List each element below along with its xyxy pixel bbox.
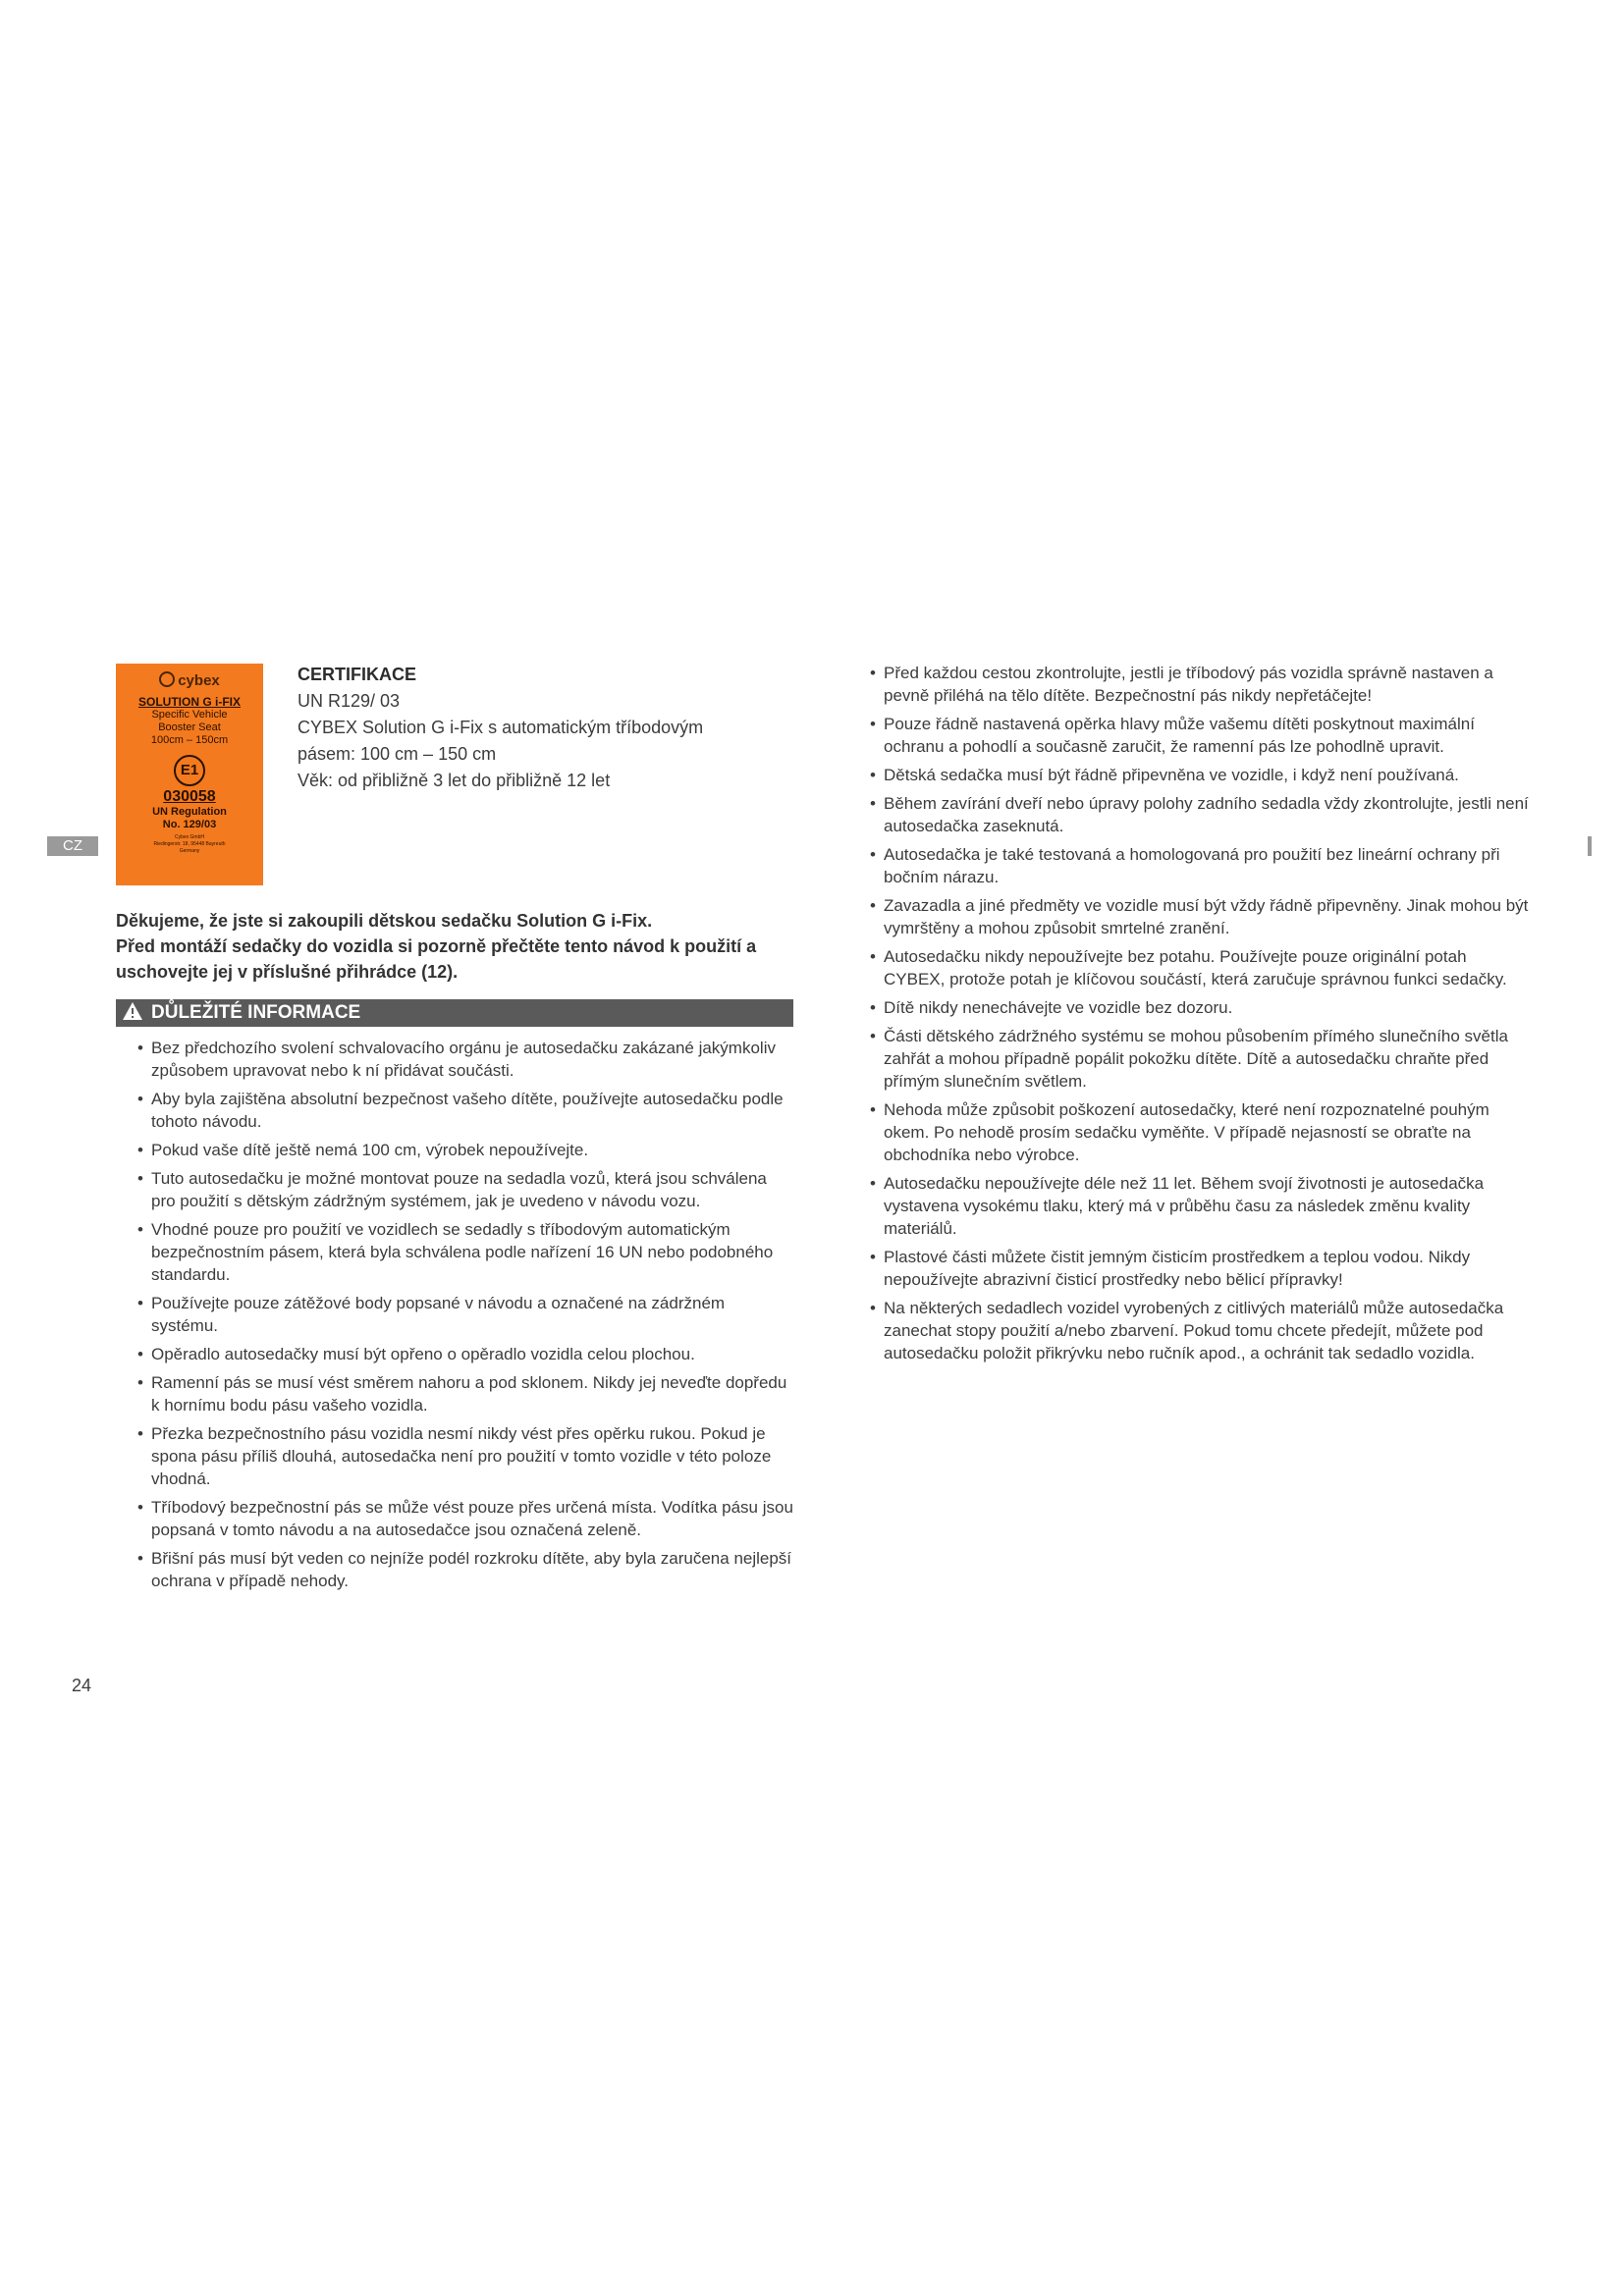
label-regulation: No. 129/03: [162, 819, 217, 830]
list-item: • Opěradlo autosedačky musí být opřeno o opěradlo vozidla celou plochou.: [132, 1343, 795, 1365]
cybex-logo-icon: [159, 671, 175, 687]
list-item: • Aby byla zajištěna absolutní bezpečnost vašeho dítěte, používejte autosedačku podle tohoto návodu.: [132, 1088, 795, 1133]
label-regulation: UN Regulation: [152, 806, 227, 818]
approval-label: [116, 664, 263, 885]
label-line: 100cm – 150cm: [150, 734, 229, 746]
certification-line: UN R129/ 03: [298, 691, 401, 711]
list-item: • Dětská sedačka musí být řádně připevněna ve vozidle, i když není používaná.: [864, 764, 1532, 786]
list-item: • Během zavírání dveří nebo úpravy polohy zadního sedadla vždy zkontrolujte, jestli není autosedačka zaseknutá.: [864, 792, 1532, 837]
list-item: • Ramenní pás se musí vést směrem nahoru a pod sklonem. Nikdy jej neveďte dopředu k hornímu bodu pásu vašeho vozidla.: [132, 1371, 795, 1416]
certification-line: Věk: od přibližně 3 let do přibližně 12 let: [298, 771, 611, 790]
list-item: • Břišní pás musí být veden co nejníže podél rozkroku dítěte, aby byla zaručena nejlepší ochrana v případě nehody.: [132, 1547, 795, 1592]
language-tab: CZ: [47, 836, 98, 856]
list-item: • Přezka bezpečnostního pásu vozidla nesmí nikdy vést přes opěrku rukou. Pokud je spona pásu příliš dlouhá, autosedačka není pro použití v tomto vozidle v této poloze vhodná.: [132, 1422, 795, 1490]
list-item: • Pokud vaše dítě ještě nemá 100 cm, výrobek nepoužívejte.: [132, 1139, 795, 1161]
left-safety-list: [132, 1037, 795, 1598]
certification-title: CERTIFIKACE: [298, 665, 416, 684]
intro-instructions: Před montáží sedačky do vozidla si pozorně přečtěte tento návod k použití a uschovejte jej v příslušné přihrádce (12).: [116, 936, 757, 982]
label-brand: cybex: [116, 671, 263, 689]
list-item: • Používejte pouze zátěžové body popsané v návodu a označené na zádržném systému.: [132, 1292, 795, 1337]
list-item: • Bez předchozího svolení schvalovacího orgánu je autosedačku zakázané jakýmkoliv způsobem upravovat nebo k ní přidávat součásti.: [132, 1037, 795, 1082]
edge-marker: [1588, 836, 1592, 856]
list-item: • Nehoda může způsobit poškození autosedačky, které není rozpoznatelné pouhým okem. Po nehodě prosím sedačku vyměňte. V případě nejasností se obraťte na obchodníka nebo výrobce.: [864, 1098, 1532, 1166]
list-item: • Tuto autosedačku je možné montovat pouze na sedadla vozů, která jsou schválena pro použití s dětským zádržným systémem, jak je uvedeno v návodu vozu.: [132, 1167, 795, 1212]
intro-block: [116, 908, 793, 985]
list-item: • Před každou cestou zkontrolujte, jestli je tříbodový pás vozidla správně nastaven a pevně přiléhá na tělo dítěte. Bezpečnostní pás nikdy nepřetáčejte!: [864, 662, 1532, 707]
label-manufacturer: Cybex GmbH Riedingerstr. 18, 95448 Bayreuth Germany: [153, 834, 226, 854]
certification-block: [298, 662, 703, 794]
warning-triangle-icon: [122, 1001, 143, 1030]
e-mark-icon: E1: [174, 755, 205, 786]
list-item: • Dítě nikdy nenechávejte ve vozidle bez dozoru.: [864, 996, 1532, 1019]
list-item: • Plastové části můžete čistit jemným čisticím prostředkem a teplou vodou. Nikdy nepoužívejte abrazivní čisticí prostředky nebo bělicí přípravky!: [864, 1246, 1532, 1291]
label-line: Booster Seat: [158, 721, 221, 733]
warning-header-label: DŮLEŽITÉ INFORMACE: [151, 1002, 361, 1023]
page-number: 24: [72, 1676, 92, 1695]
list-item: • Autosedačku nikdy nepoužívejte bez potahu. Používejte pouze originální potah CYBEX, protože potah je klíčovou součástí, která zaručuje správnou funkci sedačky.: [864, 945, 1532, 990]
list-item: • Autosedačku nepoužívejte déle než 11 let. Během svojí životnosti je autosedačka vystavena vysokému tlaku, který má v průběhu času za následek změnu kvality materiálů.: [864, 1172, 1532, 1240]
list-item: • Na některých sedadlech vozidel vyrobených z citlivých materiálů může autosedačka zanechat stopy použití a/nebo zbarvení. Pokud tomu chcete předejít, můžete pod autosedačku položit přikrývku nebo ručník apod., a ochránit tak sedadlo vozidla.: [864, 1297, 1532, 1364]
label-approval-number: 030058: [163, 788, 216, 805]
list-item: • Vhodné pouze pro použití ve vozidlech se sedadly s tříbodovým automatickým bezpečnostním pásem, která byla schválena podle nařízení 16 UN nebo podobného standardu.: [132, 1218, 795, 1286]
certification-line: CYBEX Solution G i-Fix s automatickým tříbodovým: [298, 718, 704, 737]
label-model: SOLUTION G i-FIX: [138, 695, 241, 709]
intro-thanks: Děkujeme, že jste si zakoupili dětskou sedačku Solution G i-Fix.: [116, 911, 653, 931]
list-item: • Zavazadla a jiné předměty ve vozidle musí být vždy řádně připevněny. Jinak mohou být vymrštěny a mohou způsobit smrtelné zranění.: [864, 894, 1532, 939]
list-item: • Pouze řádně nastavená opěrka hlavy může vašemu dítěti poskytnout maximální ochranu a pohodlí a současně zaručit, že ramenní pás lze pohodlně upravit.: [864, 713, 1532, 758]
warning-header: [116, 999, 793, 1027]
list-item: • Autosedačka je také testovaná a homologovaná pro použití bez lineární ochrany při bočním nárazu.: [864, 843, 1532, 888]
list-item: • Části dětského zádržného systému se mohou působením přímého slunečního světla zahřát a mohou případně popálit pokožku dítěte. Dítě a autosedačku chraňte před přímým slunečním světlem.: [864, 1025, 1532, 1093]
label-line: Specific Vehicle: [151, 709, 228, 721]
certification-line: pásem: 100 cm – 150 cm: [298, 744, 497, 764]
list-item: • Tříbodový bezpečnostní pás se může vést pouze přes určená místa. Vodítka pásu jsou popsaná v tomto návodu a na autosedačce jsou označená zeleně.: [132, 1496, 795, 1541]
right-safety-list: [864, 662, 1532, 1370]
